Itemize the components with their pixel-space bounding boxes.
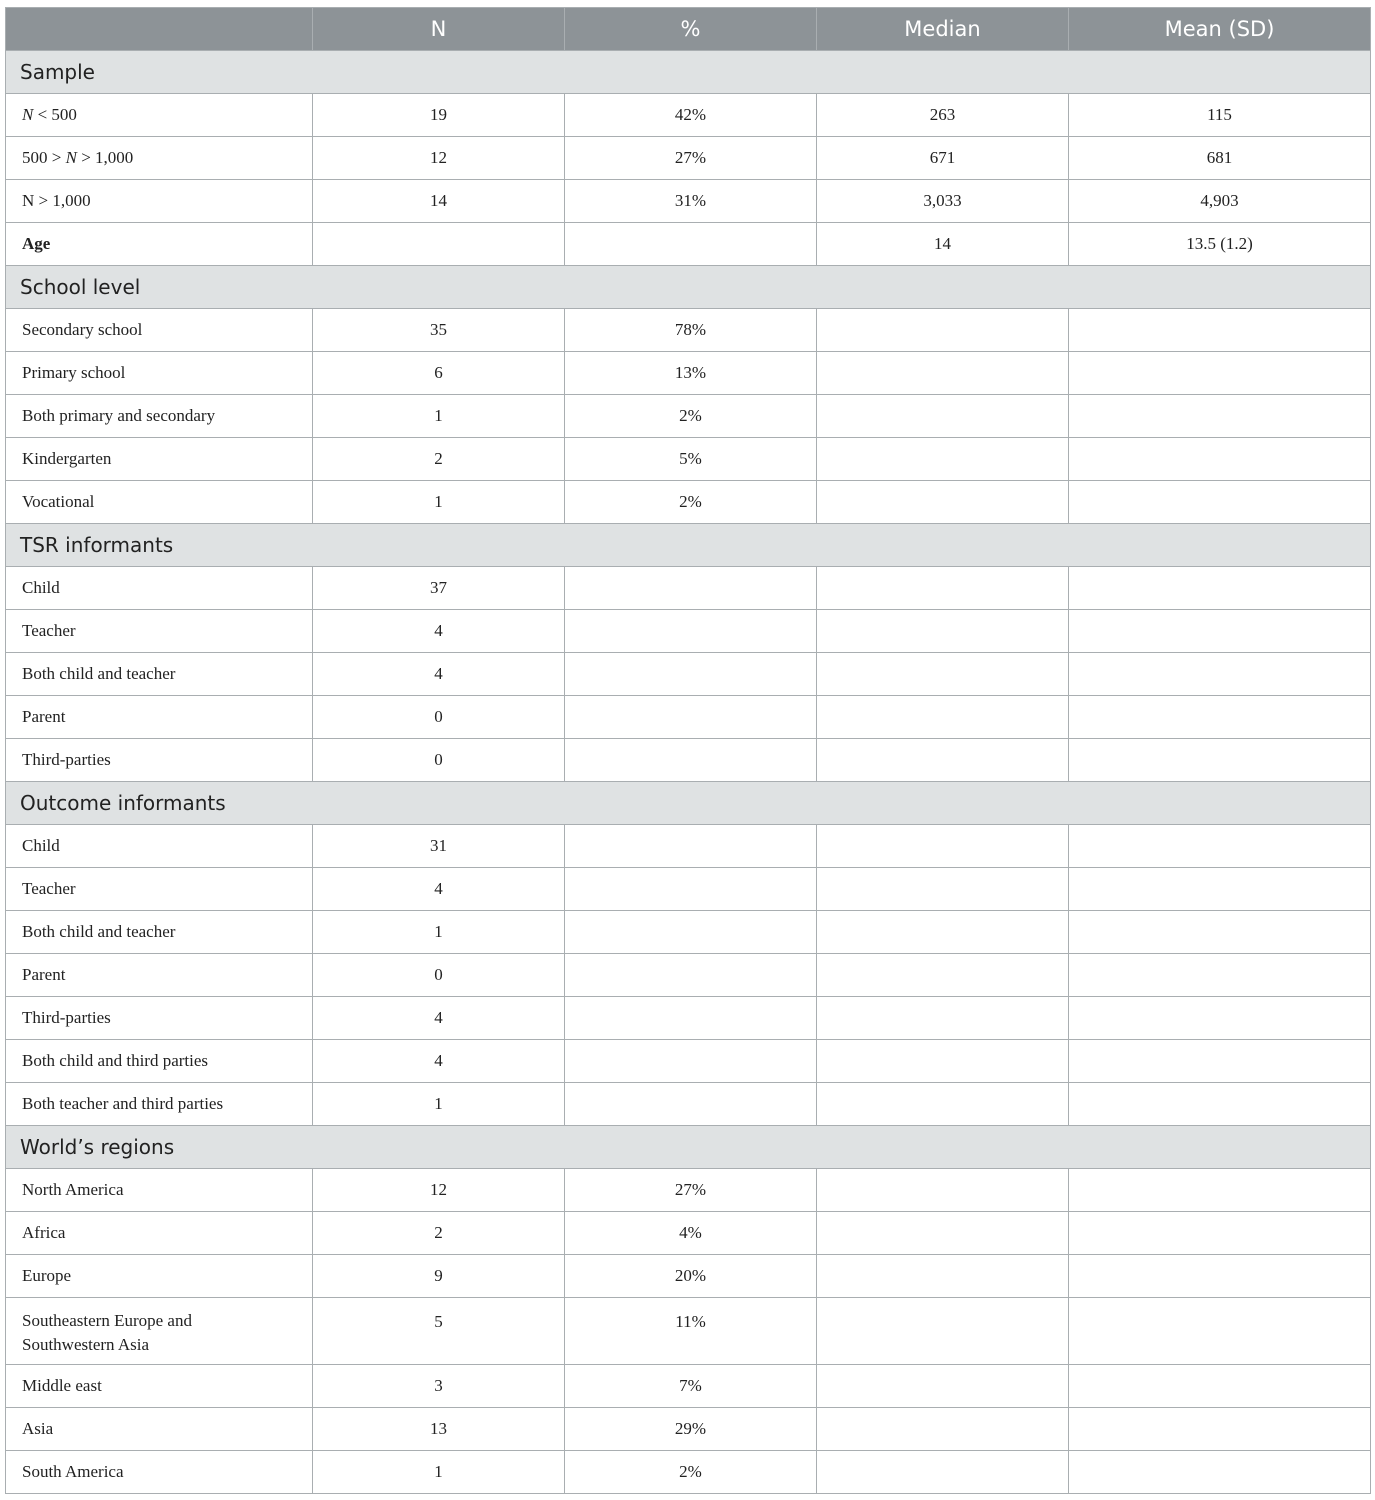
cell-percent: 20% xyxy=(565,1255,817,1298)
table-row xyxy=(6,1408,1371,1451)
cell-percent: 31% xyxy=(565,180,817,223)
cell-percent xyxy=(565,911,817,954)
row-label: Third-parties xyxy=(6,739,313,782)
cell-percent xyxy=(565,739,817,782)
cell-mean-sd xyxy=(1069,954,1371,997)
row-label xyxy=(6,180,313,223)
row-label: Child xyxy=(6,825,313,868)
header-cell-mean-sd: Mean (SD) xyxy=(1069,8,1371,51)
cell-percent: 27% xyxy=(565,137,817,180)
cell-mean-sd: 4,903 xyxy=(1069,180,1371,223)
cell-mean-sd xyxy=(1069,481,1371,524)
table-row xyxy=(6,1212,1371,1255)
cell-median xyxy=(817,1408,1069,1451)
table-row xyxy=(6,653,1371,696)
cell-percent xyxy=(565,954,817,997)
section-title: School level xyxy=(6,266,1371,309)
section-row xyxy=(6,524,1371,567)
cell-percent: 2% xyxy=(565,481,817,524)
cell-percent xyxy=(565,223,817,266)
cell-percent: 27% xyxy=(565,1169,817,1212)
row-label-part: Age xyxy=(22,234,51,253)
table-row xyxy=(6,696,1371,739)
row-label: Child xyxy=(6,567,313,610)
cell-mean-sd xyxy=(1069,825,1371,868)
cell-percent: 5% xyxy=(565,438,817,481)
table-row xyxy=(6,1298,1371,1365)
section-row xyxy=(6,51,1371,94)
cell-n: 4 xyxy=(313,868,565,911)
cell-median xyxy=(817,1255,1069,1298)
table-row xyxy=(6,94,1371,137)
cell-n: 1 xyxy=(313,911,565,954)
row-label-part: 500 > xyxy=(22,148,66,167)
row-label: Parent xyxy=(6,696,313,739)
cell-mean-sd xyxy=(1069,1212,1371,1255)
table-row xyxy=(6,868,1371,911)
row-label: Third-parties xyxy=(6,997,313,1040)
row-label: Teacher xyxy=(6,868,313,911)
header-cell-median: Median xyxy=(817,8,1069,51)
cell-n: 12 xyxy=(313,1169,565,1212)
cell-median xyxy=(817,309,1069,352)
row-label: Middle east xyxy=(6,1365,313,1408)
table-row xyxy=(6,223,1371,266)
cell-median xyxy=(817,1365,1069,1408)
cell-mean-sd xyxy=(1069,997,1371,1040)
cell-median xyxy=(817,1169,1069,1212)
cell-percent xyxy=(565,696,817,739)
row-label: Vocational xyxy=(6,481,313,524)
section-title: World’s regions xyxy=(6,1126,1371,1169)
table-row xyxy=(6,1255,1371,1298)
cell-mean-sd xyxy=(1069,309,1371,352)
row-label: Primary school xyxy=(6,352,313,395)
section-row xyxy=(6,266,1371,309)
cell-mean-sd xyxy=(1069,438,1371,481)
cell-median: 14 xyxy=(817,223,1069,266)
cell-percent xyxy=(565,653,817,696)
cell-median xyxy=(817,352,1069,395)
cell-n: 5 xyxy=(313,1298,565,1365)
cell-median xyxy=(817,911,1069,954)
row-label: Both child and third parties xyxy=(6,1040,313,1083)
cell-percent: 7% xyxy=(565,1365,817,1408)
row-label-line: Southeastern Europe and xyxy=(22,1311,192,1330)
cell-percent xyxy=(565,1040,817,1083)
cell-percent: 11% xyxy=(565,1298,817,1365)
cell-n: 12 xyxy=(313,137,565,180)
cell-n: 9 xyxy=(313,1255,565,1298)
summary-table xyxy=(5,7,1371,1494)
cell-n: 14 xyxy=(313,180,565,223)
table-row xyxy=(6,610,1371,653)
cell-n: 1 xyxy=(313,395,565,438)
header-cell-n: N xyxy=(313,8,565,51)
table-row xyxy=(6,1040,1371,1083)
cell-n: 4 xyxy=(313,997,565,1040)
table-body xyxy=(6,51,1371,1494)
cell-mean-sd xyxy=(1069,1040,1371,1083)
cell-n: 0 xyxy=(313,696,565,739)
table-row xyxy=(6,395,1371,438)
row-label: South America xyxy=(6,1451,313,1494)
table-row xyxy=(6,352,1371,395)
cell-percent: 78% xyxy=(565,309,817,352)
cell-n: 4 xyxy=(313,1040,565,1083)
row-label-part: N xyxy=(22,105,34,124)
cell-mean-sd xyxy=(1069,610,1371,653)
header-cell-label xyxy=(6,8,313,51)
row-label-part: < 500 xyxy=(33,105,77,124)
cell-median: 3,033 xyxy=(817,180,1069,223)
table-row xyxy=(6,567,1371,610)
cell-n: 4 xyxy=(313,610,565,653)
row-label: North America xyxy=(6,1169,313,1212)
row-label: Parent xyxy=(6,954,313,997)
table-row xyxy=(6,911,1371,954)
row-label-part: > 1,000 xyxy=(76,148,134,167)
table-row xyxy=(6,1169,1371,1212)
cell-n: 31 xyxy=(313,825,565,868)
table-row xyxy=(6,1083,1371,1126)
table-row xyxy=(6,1451,1371,1494)
cell-mean-sd xyxy=(1069,911,1371,954)
cell-median xyxy=(817,1212,1069,1255)
row-label: Kindergarten xyxy=(6,438,313,481)
cell-n: 3 xyxy=(313,1365,565,1408)
cell-median: 671 xyxy=(817,137,1069,180)
cell-n: 2 xyxy=(313,1212,565,1255)
cell-percent xyxy=(565,997,817,1040)
cell-n: 19 xyxy=(313,94,565,137)
row-label: Teacher xyxy=(6,610,313,653)
table-header xyxy=(6,8,1371,51)
row-label: Both child and teacher xyxy=(6,911,313,954)
row-label xyxy=(6,223,313,266)
header-row xyxy=(6,8,1371,51)
cell-percent: 13% xyxy=(565,352,817,395)
cell-n: 0 xyxy=(313,739,565,782)
cell-median xyxy=(817,954,1069,997)
cell-mean-sd xyxy=(1069,395,1371,438)
cell-mean-sd xyxy=(1069,1169,1371,1212)
cell-mean-sd xyxy=(1069,1298,1371,1365)
cell-mean-sd xyxy=(1069,1451,1371,1494)
cell-n: 0 xyxy=(313,954,565,997)
section-row xyxy=(6,782,1371,825)
table-row xyxy=(6,137,1371,180)
cell-mean-sd: 115 xyxy=(1069,94,1371,137)
cell-median xyxy=(817,1451,1069,1494)
cell-median xyxy=(817,997,1069,1040)
header-cell-percent: % xyxy=(565,8,817,51)
cell-mean-sd xyxy=(1069,352,1371,395)
table-row xyxy=(6,481,1371,524)
cell-median xyxy=(817,438,1069,481)
cell-mean-sd: 681 xyxy=(1069,137,1371,180)
row-label-part: N > 1,000 xyxy=(22,191,91,210)
cell-mean-sd xyxy=(1069,739,1371,782)
cell-median xyxy=(817,868,1069,911)
cell-n: 37 xyxy=(313,567,565,610)
cell-n: 2 xyxy=(313,438,565,481)
cell-percent xyxy=(565,610,817,653)
cell-mean-sd xyxy=(1069,1083,1371,1126)
cell-mean-sd xyxy=(1069,1408,1371,1451)
table-row xyxy=(6,438,1371,481)
cell-percent xyxy=(565,825,817,868)
cell-mean-sd xyxy=(1069,696,1371,739)
cell-percent: 2% xyxy=(565,395,817,438)
row-label: Africa xyxy=(6,1212,313,1255)
cell-percent: 4% xyxy=(565,1212,817,1255)
cell-median xyxy=(817,825,1069,868)
row-label-line: Southwestern Asia xyxy=(22,1335,150,1354)
row-label: Both primary and secondary xyxy=(6,395,313,438)
cell-n: 1 xyxy=(313,1083,565,1126)
row-label: Both teacher and third parties xyxy=(6,1083,313,1126)
cell-mean-sd xyxy=(1069,653,1371,696)
row-label-part: N xyxy=(65,148,77,167)
cell-median xyxy=(817,696,1069,739)
cell-n: 1 xyxy=(313,1451,565,1494)
cell-mean-sd xyxy=(1069,567,1371,610)
cell-percent xyxy=(565,1083,817,1126)
table-row xyxy=(6,825,1371,868)
table-row xyxy=(6,1365,1371,1408)
cell-percent xyxy=(565,868,817,911)
row-label xyxy=(6,1298,313,1365)
cell-median xyxy=(817,739,1069,782)
row-label xyxy=(6,94,313,137)
cell-median xyxy=(817,1083,1069,1126)
cell-mean-sd xyxy=(1069,1365,1371,1408)
row-label xyxy=(6,137,313,180)
cell-n: 35 xyxy=(313,309,565,352)
section-title: TSR informants xyxy=(6,524,1371,567)
cell-n: 6 xyxy=(313,352,565,395)
cell-n: 13 xyxy=(313,1408,565,1451)
cell-percent: 29% xyxy=(565,1408,817,1451)
row-label: Europe xyxy=(6,1255,313,1298)
cell-mean-sd xyxy=(1069,868,1371,911)
section-title: Sample xyxy=(6,51,1371,94)
cell-median xyxy=(817,653,1069,696)
cell-median xyxy=(817,610,1069,653)
table-row xyxy=(6,739,1371,782)
table-row xyxy=(6,954,1371,997)
cell-median xyxy=(817,395,1069,438)
cell-median: 263 xyxy=(817,94,1069,137)
cell-mean-sd xyxy=(1069,1255,1371,1298)
cell-median xyxy=(817,481,1069,524)
section-title: Outcome informants xyxy=(6,782,1371,825)
cell-median xyxy=(817,1040,1069,1083)
cell-median xyxy=(817,567,1069,610)
row-label: Asia xyxy=(6,1408,313,1451)
row-label: Both child and teacher xyxy=(6,653,313,696)
cell-median xyxy=(817,1298,1069,1365)
section-row xyxy=(6,1126,1371,1169)
cell-percent: 2% xyxy=(565,1451,817,1494)
table-row xyxy=(6,309,1371,352)
cell-n xyxy=(313,223,565,266)
table-row xyxy=(6,997,1371,1040)
table-row xyxy=(6,180,1371,223)
cell-n: 4 xyxy=(313,653,565,696)
cell-percent xyxy=(565,567,817,610)
cell-n: 1 xyxy=(313,481,565,524)
row-label: Secondary school xyxy=(6,309,313,352)
cell-percent: 42% xyxy=(565,94,817,137)
cell-mean-sd: 13.5 (1.2) xyxy=(1069,223,1371,266)
